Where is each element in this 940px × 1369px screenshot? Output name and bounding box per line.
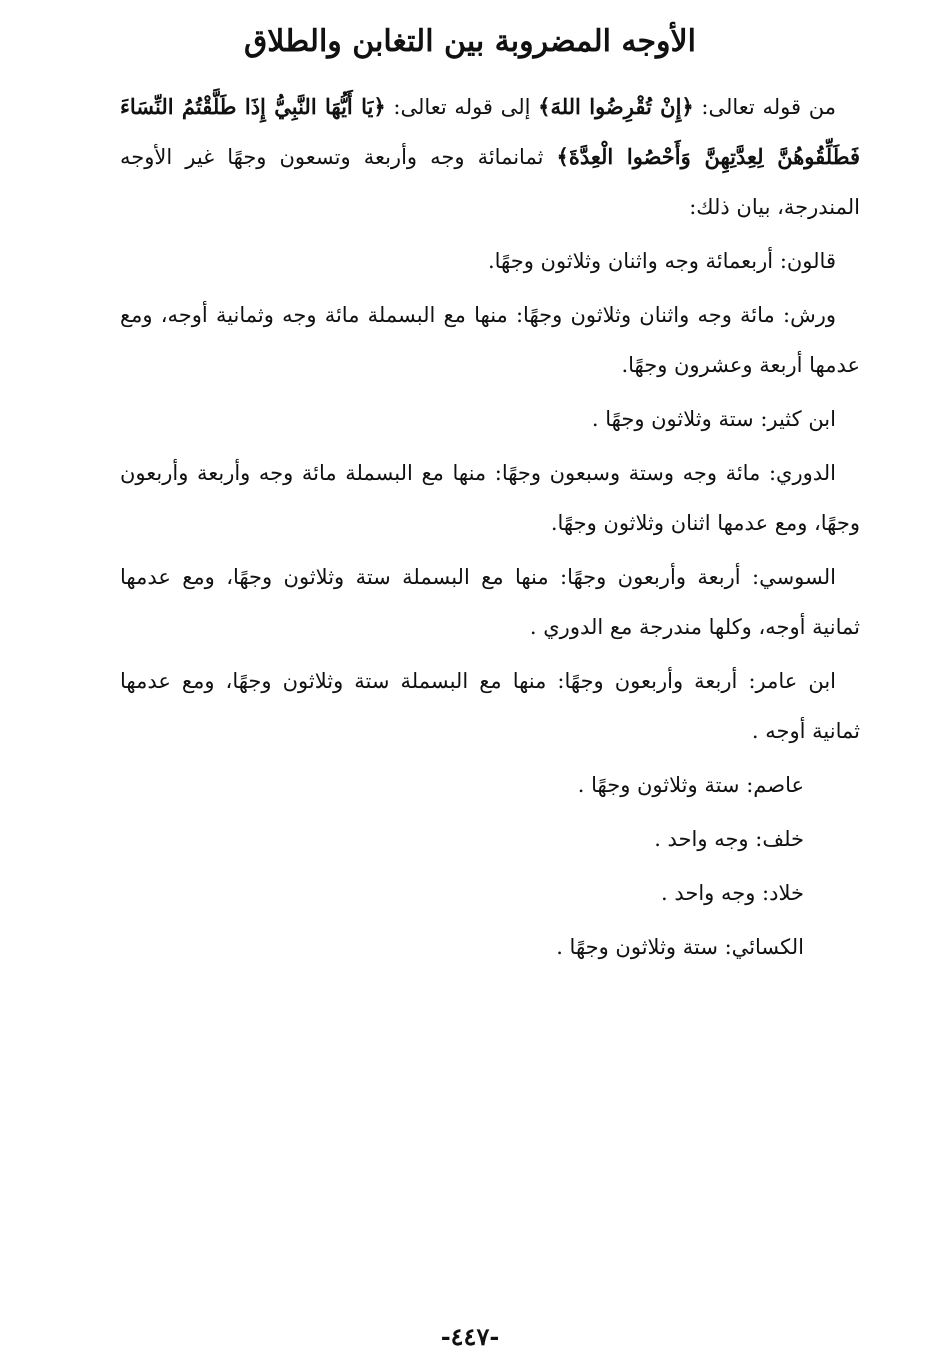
entry-susi xyxy=(120,552,860,652)
intro-prefix: من قوله تعالى: xyxy=(693,95,836,119)
page-title: الأوجه المضروبة بين التغابن والطلاق xyxy=(244,24,696,59)
reader-text: ستة وثلاثون وجهًا . xyxy=(591,407,761,431)
reader-name: الدوري: xyxy=(768,461,836,485)
entry-kisai xyxy=(120,922,804,972)
verse-quote-2: ﴿يَا أَيُّهَا النَّبِيُّ إِذَا طَلَّقْتُمُ النِّسَاءَ فَطَلِّقُوهُنَّ لِعِدَّتِهِنَّ وَأَحْصُوا الْعِدَّةَ﴾ xyxy=(120,94,860,169)
entry-qalun xyxy=(120,236,860,286)
reader-name: الكسائي: xyxy=(724,935,804,959)
entry-ibn-amir xyxy=(120,656,860,756)
entry-asim xyxy=(120,760,804,810)
entry-ibn-kathir xyxy=(120,394,860,444)
body-text xyxy=(120,82,860,976)
reader-name: خلف: xyxy=(755,827,804,851)
entry-warsh xyxy=(120,290,860,390)
reader-text: مائة وجه وستة وسبعون وجهًا: منها مع البسملة مائة وجه وأربعة وأربعون وجهًا، ومع عدمها اثنان وثلاثون وجهًا. xyxy=(120,461,860,535)
reader-text: أربعمائة وجه واثنان وثلاثون وجهًا. xyxy=(487,249,780,273)
reader-name: قالون: xyxy=(779,249,836,273)
reader-name: ورش: xyxy=(783,303,836,327)
reader-text: ستة وثلاثون وجهًا . xyxy=(577,773,747,797)
reader-name: عاصم: xyxy=(746,773,804,797)
entry-duri xyxy=(120,448,860,548)
reader-text: أربعة وأربعون وجهًا: منها مع البسملة ستة وثلاثون وجهًا، ومع عدمها ثمانية أوجه . xyxy=(120,669,860,743)
reader-text: مائة وجه واثنان وثلاثون وجهًا: منها مع البسملة مائة وجه وثمانية أوجه، ومع عدمها أربعة وعشرون وجهًا. xyxy=(120,303,860,377)
reader-name: ابن كثير: xyxy=(760,407,836,431)
intro-suffix: ثمانمائة وجه وأربعة وتسعون وجهًا غير الأوجه المندرجة، بيان ذلك: xyxy=(120,145,860,219)
reader-name: خلاد: xyxy=(762,881,804,905)
intro-paragraph xyxy=(120,82,860,232)
reader-name: السوسي: xyxy=(752,565,836,589)
verse-quote-1: ﴿إِنْ تُقْرِضُوا اللهَ﴾ xyxy=(538,94,694,119)
reader-text: وجه واحد . xyxy=(654,827,756,851)
entry-khalaf xyxy=(120,814,804,864)
reader-text: أربعة وأربعون وجهًا: منها مع البسملة ستة وثلاثون وجهًا، ومع عدمها ثمانية أوجه، وكلها مندرجة مع الدوري . xyxy=(120,565,860,639)
reader-name: ابن عامر: xyxy=(748,669,836,693)
reader-text: ستة وثلاثون وجهًا . xyxy=(556,935,725,959)
page-number: -٤٤٧- xyxy=(440,1322,500,1351)
reader-text: وجه واحد . xyxy=(660,881,763,905)
intro-middle: إلى قوله تعالى: xyxy=(385,95,539,119)
entry-khallad xyxy=(120,868,804,918)
